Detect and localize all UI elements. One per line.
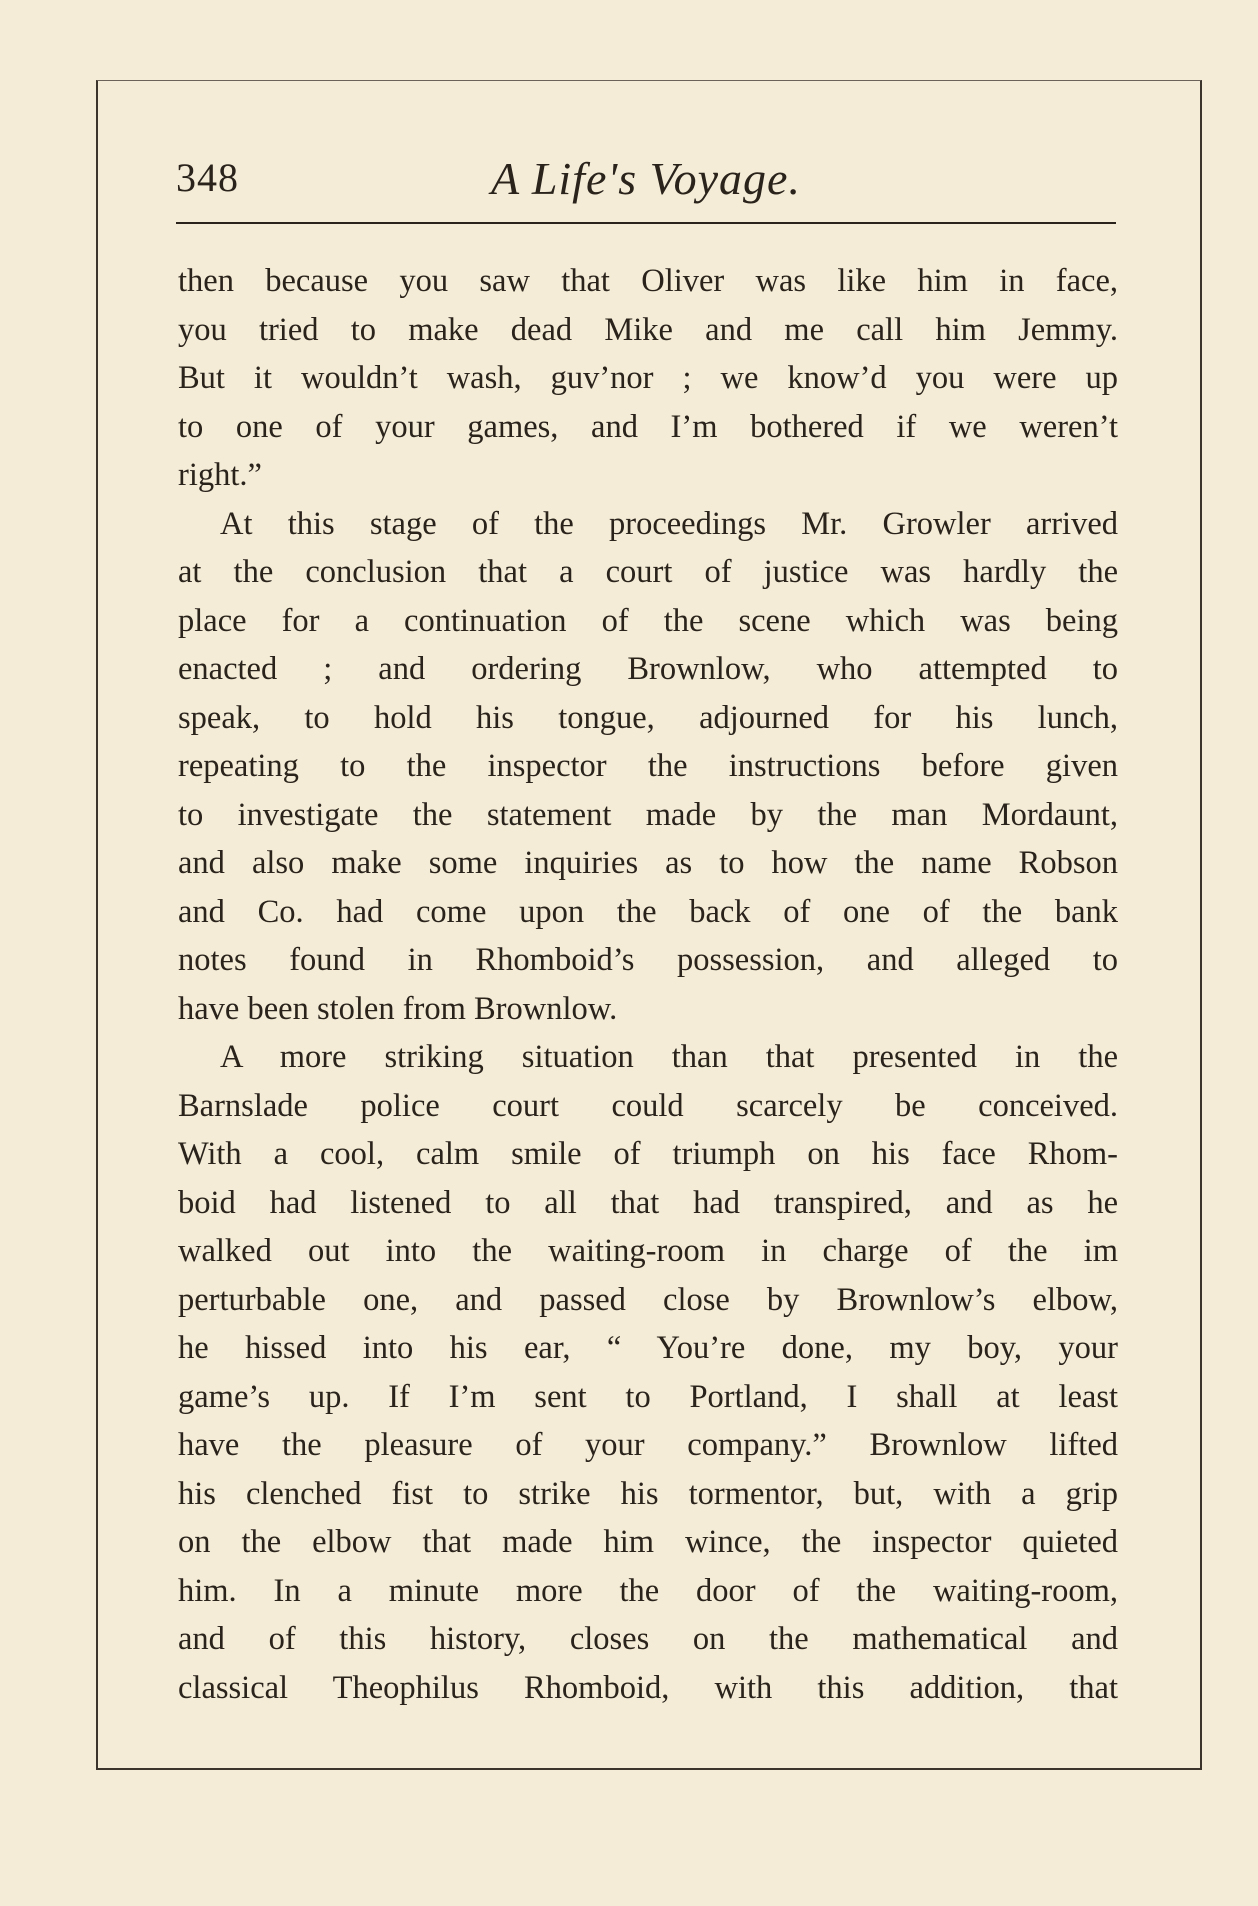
text-line: at the conclusion that a court of justice was hardly the <box>178 554 1118 590</box>
text-line: his clenched fist to strike his tormentor, but, with a grip <box>178 1475 1118 1512</box>
text-line: perturbable one, and passed close by Brownlow’s elbow, <box>178 1281 1118 1318</box>
text-line: he hissed into his ear, “ You’re done, my boy, your <box>178 1330 1118 1366</box>
text-line: A more striking situation than that presented in the <box>220 1039 1118 1075</box>
text-line: repeating to the inspector the instructions before given <box>178 748 1118 784</box>
text-line: classical Theophilus Rhomboid, with this addition, that <box>178 1669 1118 1706</box>
text-line: notes found in Rhomboid’s possession, and alleged to <box>178 942 1118 978</box>
text-line: have the pleasure of your company.” Brownlow lifted <box>178 1427 1118 1463</box>
body-text <box>178 257 1118 1712</box>
text-line: and also make some inquiries as to how the name Robson <box>178 845 1118 881</box>
text-line: right.” <box>178 457 262 493</box>
text-line: then because you saw that Oliver was like him in face, <box>178 263 1118 299</box>
text-line: and Co. had come upon the back of one of the bank <box>178 893 1118 930</box>
text-line: With a cool, calm smile of triumph on his face Rhom- <box>178 1136 1118 1172</box>
text-line: to investigate the statement made by the man Mordaunt, <box>178 796 1118 833</box>
text-line: At this stage of the proceedings Mr. Growler arrived <box>220 505 1118 542</box>
running-header <box>176 150 1116 224</box>
text-line: walked out into the waiting-room in charge of the im <box>178 1233 1118 1269</box>
text-line: But it wouldn’t wash, guv’nor ; we know’d you were up <box>178 360 1118 396</box>
page-number: 348 <box>176 155 239 200</box>
text-line: boid had listened to all that had transpired, and as he <box>178 1184 1118 1221</box>
text-line: him. In a minute more the door of the waiting-room, <box>178 1572 1118 1609</box>
text-line: place for a continuation of the scene which was being <box>178 602 1118 639</box>
text-line: you tried to make dead Mike and me call him Jemmy. <box>178 311 1118 348</box>
text-line: enacted ; and ordering Brownlow, who attempted to <box>178 651 1118 687</box>
text-line: have been stolen from Brownlow. <box>178 990 618 1027</box>
text-line: Barnslade police court could scarcely be conceived. <box>178 1087 1118 1124</box>
text-line: on the elbow that made him wince, the inspector quieted <box>178 1524 1118 1560</box>
text-line: game’s up. If I’m sent to Portland, I shall at least <box>178 1378 1118 1415</box>
text-line: speak, to hold his tongue, adjourned for his lunch, <box>178 699 1118 736</box>
text-line: to one of your games, and I’m bothered if we weren’t <box>178 408 1118 445</box>
running-title: A Life's Voyage. <box>491 153 801 204</box>
text-line: and of this history, closes on the mathematical and <box>178 1621 1118 1657</box>
